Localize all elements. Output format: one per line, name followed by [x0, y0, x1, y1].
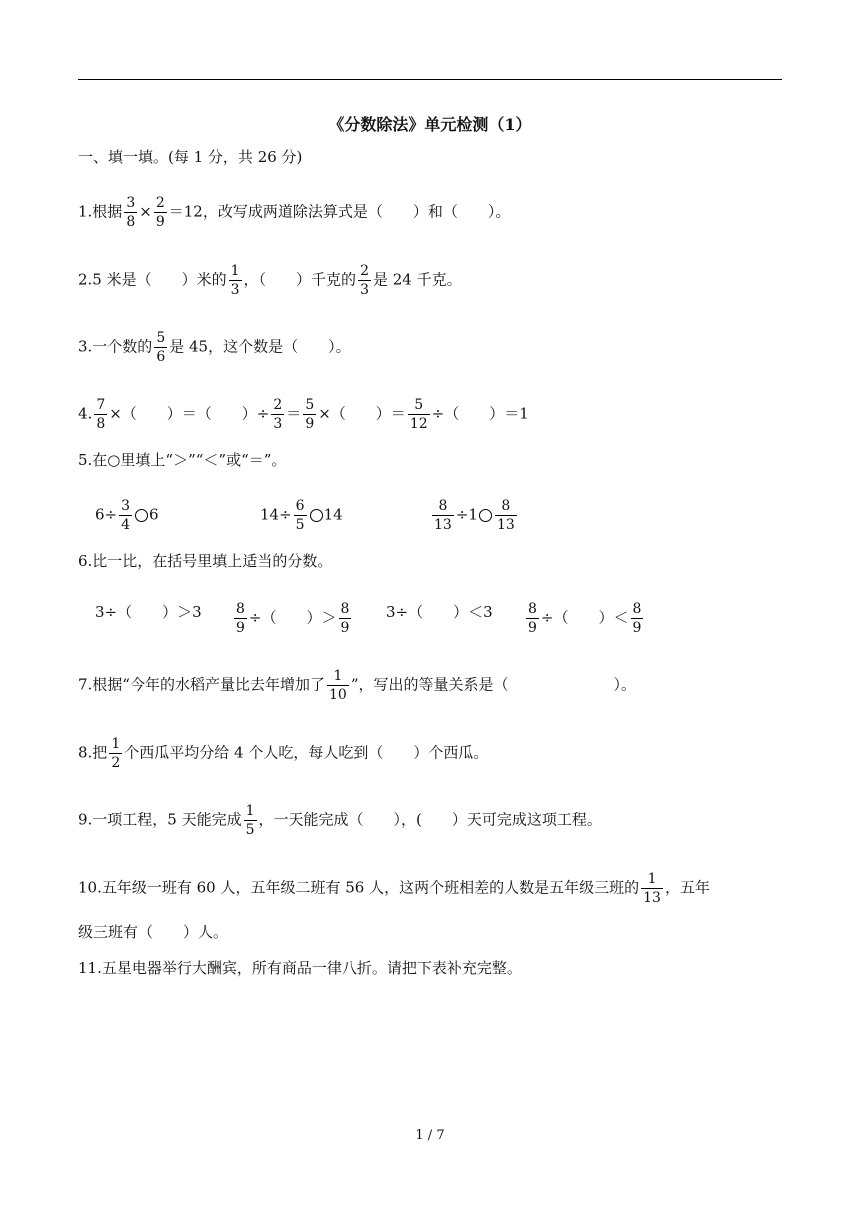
fraction: $\frac{8}{13}$: [496, 498, 515, 533]
fraction: $\frac{3}{8}$: [126, 195, 136, 230]
page-number: 1 / 7: [415, 1128, 445, 1143]
question-7: 7.根据“今年的水稻产量比去年增加了 $\frac{1}{10}$ ”，写出的等量关系是（ ）。: [78, 668, 636, 703]
question-8: 8.把 $\frac{1}{2}$ 个西瓜平均分给 4 个人吃，每人吃到（ ）个西瓜。: [78, 736, 489, 771]
fraction: $\frac{8}{9}$: [528, 601, 537, 636]
question-6a: 3÷（ ）＞3: [95, 603, 202, 621]
question-6: 6.比一比，在括号里填上适当的分数。: [78, 552, 333, 570]
question-5: 5.在○里填上“＞”“＜”或“＝”。: [78, 451, 287, 469]
compare-circle: [310, 509, 323, 522]
question-6d: $\frac{8}{9}$ ÷（ ）＜ $\frac{8}{9}$: [528, 601, 642, 636]
question-5a: 6÷ $\frac{3}{4}$ 6: [95, 498, 159, 533]
header-rule: [78, 79, 782, 80]
fraction: $\frac{5}{6}$: [156, 330, 166, 365]
fraction: $\frac{2}{9}$: [155, 195, 165, 230]
question-3: 3.一个数的 $\frac{5}{6}$ 是 45，这个数是（ ）。: [78, 330, 351, 365]
question-5c: $\frac{8}{13}$ ÷1 $\frac{8}{13}$: [434, 498, 515, 533]
fraction: $\frac{3}{4}$: [121, 498, 131, 533]
question-1: 1.根据 $\frac{3}{8}$ × $\frac{2}{9}$ ＝12，改写成两道除法算式是（ ）和（ ）。: [78, 195, 511, 230]
fraction: $\frac{1}{10}$: [328, 668, 347, 703]
fraction: $\frac{8}{13}$: [434, 498, 452, 533]
fraction: $\frac{1}{2}$: [111, 736, 121, 771]
question-2: 2.5 米是（ ）米的 $\frac{1}{3}$ ，（ ）千克的 $\frac{2}{3}$ 是 24 千克。: [78, 263, 462, 298]
fraction: $\frac{7}{8}$: [96, 397, 106, 432]
fraction: $\frac{8}{9}$: [236, 601, 245, 636]
fraction: $\frac{1}{13}$: [643, 871, 661, 906]
question-10-continued: 级三班有（ ）人。: [78, 923, 229, 941]
question-9: 9.一项工程，5 天能完成 $\frac{1}{5}$ ，一天能完成（ ），( ）天可完成这项工程。: [78, 803, 602, 838]
page-title: 《分数除法》单元检测（1）: [328, 115, 532, 134]
fraction: $\frac{8}{9}$: [340, 601, 350, 636]
compare-circle: [135, 509, 148, 522]
question-6c: 3÷（ ）＜3: [386, 603, 493, 621]
fraction: $\frac{5}{9}$: [305, 397, 315, 432]
question-5b: 14÷ $\frac{6}{5}$ 14: [260, 498, 343, 533]
fraction: $\frac{5}{12}$: [409, 397, 428, 432]
fraction: $\frac{6}{5}$: [295, 498, 305, 533]
question-11: 11.五星电器举行大酬宾，所有商品一律八折。请把下表补充完整。: [78, 959, 522, 977]
fraction: $\frac{8}{9}$: [632, 601, 642, 636]
section-heading: 一、填一填。(每 1 分，共 26 分): [78, 148, 303, 166]
question-10: 10.五年级一班有 60 人，五年级二班有 56 人，这两个班相差的人数是五年级三班的 $\frac{1}{13}$ ，五年: [78, 871, 710, 906]
question-6b: $\frac{8}{9}$ ÷（ ）＞ $\frac{8}{9}$: [236, 601, 350, 636]
question-4: 4. $\frac{7}{8}$ ×（ ）＝（ ）÷ $\frac{2}{3}$ ＝ $\frac{5}{9}$ ×（ ）＝ $\frac{5}{12}$ ÷（ ）＝1: [78, 397, 529, 432]
fraction: $\frac{2}{3}$: [360, 263, 369, 298]
fraction: $\frac{2}{3}$: [273, 397, 283, 432]
fraction: $\frac{1}{5}$: [245, 803, 255, 838]
fraction: $\frac{1}{3}$: [230, 263, 240, 298]
compare-circle: [479, 509, 492, 522]
